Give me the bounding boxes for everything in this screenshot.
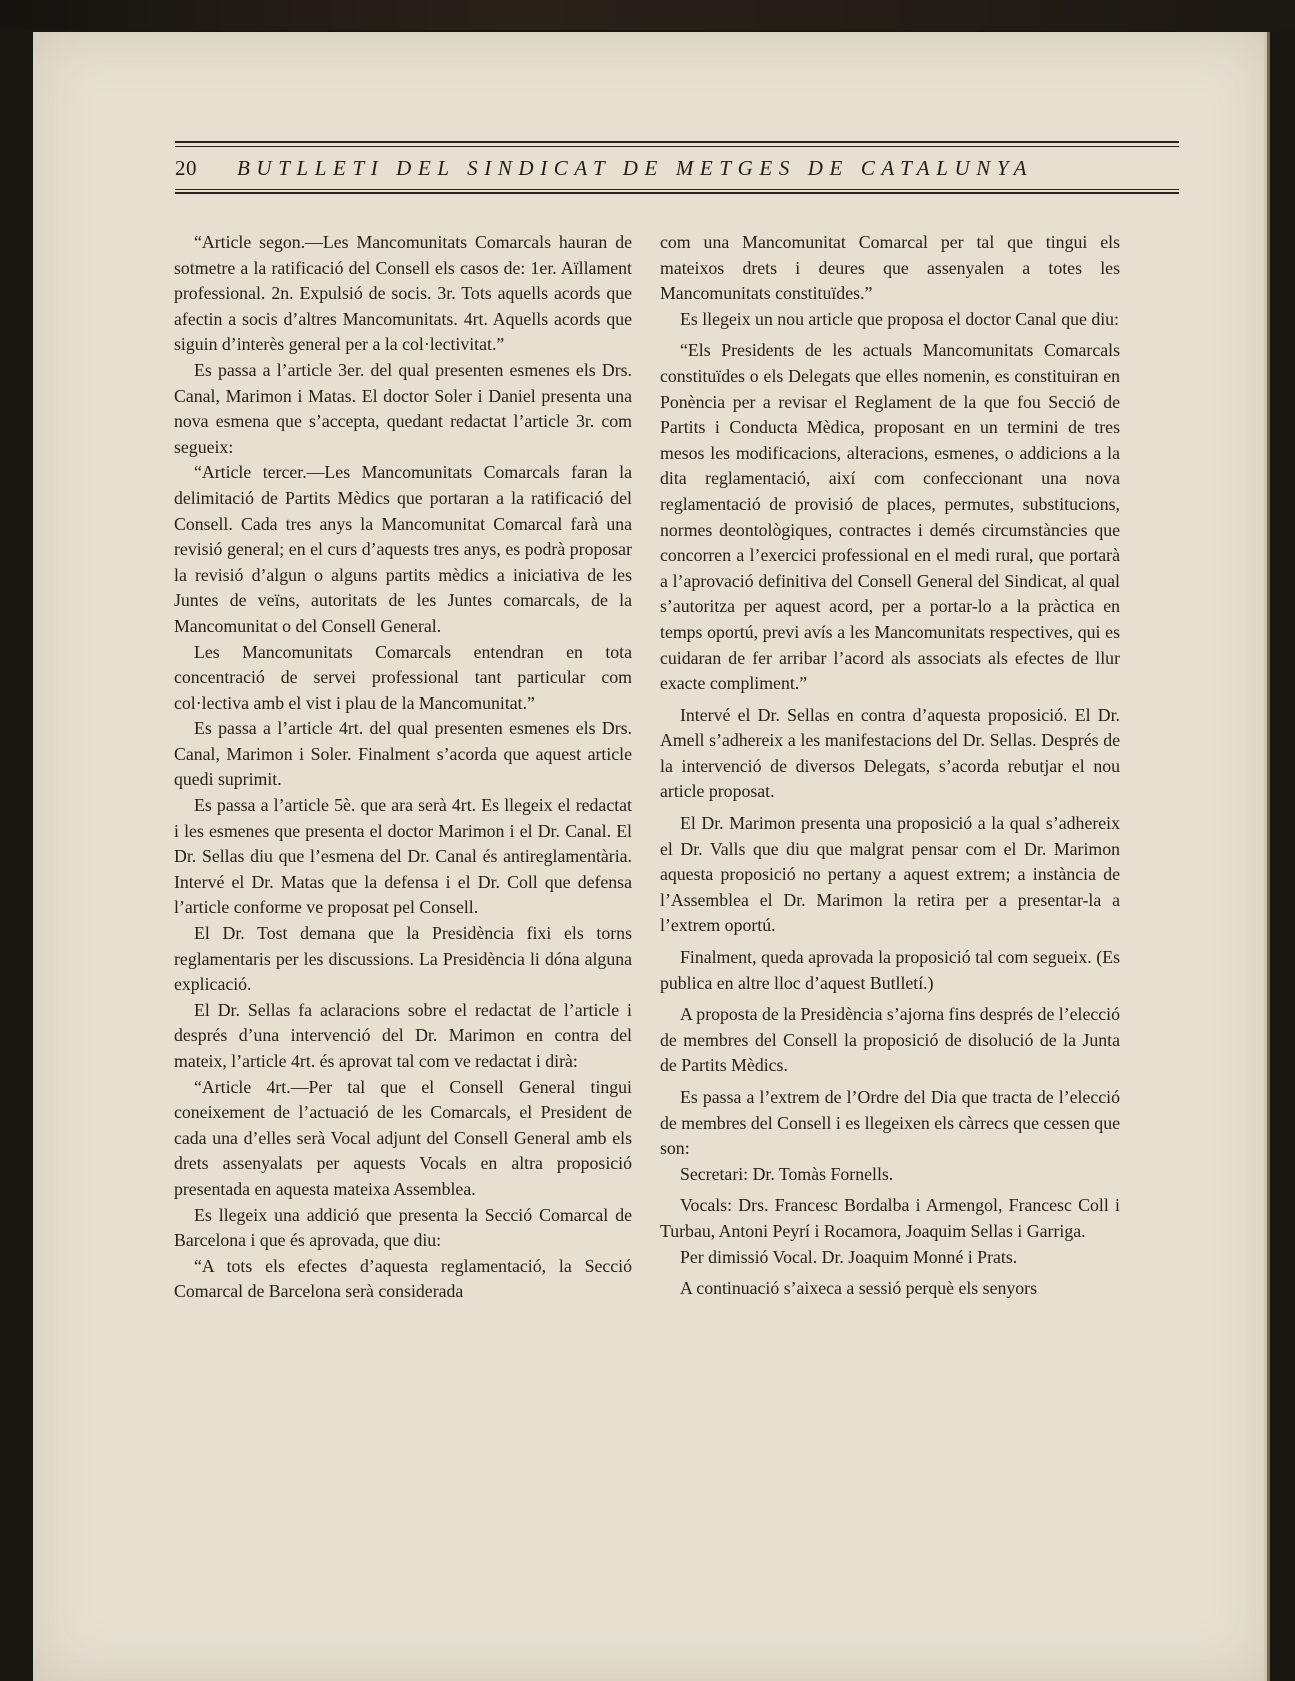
paragraph: “Article segon.—Les Mancomunitats Comarcals hauran de sotmetre a la ratificació del Consell els casos de: 1er. Aïllament professional. 2n. Expulsió de socis. 3r. Tots aquells acords que afectin a socis d’altres Mancomunitats. 4rt. Aquells acords que siguin d’interès general per a la col·lectivitat.” bbox=[174, 232, 632, 355]
page-binding-edge bbox=[1267, 32, 1270, 1681]
paragraph: Es passa a l’article 4rt. del qual presenten esmenes els Drs. Canal, Marimon i Soler. Finalment s’acorda que aquest article quedi suprimit. bbox=[174, 718, 632, 790]
paragraph: com una Mancomunitat Comarcal per tal que tingui els mateixos drets i deures que assenyalen a totes les Mancomunitats constituïdes.” bbox=[660, 232, 1120, 304]
paragraph: El Dr. Sellas fa aclaracions sobre el redactat de l’article i després d’una intervenció del Dr. Marimon en contra del mateix, l’article 4rt. és aprovat tal com ve redactat i dirà: bbox=[174, 999, 632, 1071]
journal-title: BUTLLETI DEL SINDICAT DE METGES DE CATALUNYA bbox=[237, 155, 1034, 180]
paragraph: El Dr. Tost demana que la Presidència fixi els torns reglamentaris per les discussions. La Presidència li dóna alguna explicació. bbox=[174, 923, 632, 995]
page-number: 20 bbox=[175, 155, 197, 180]
paragraph: “A tots els efectes d’aquesta reglamentació, la Secció Comarcal de Barcelona serà considerada bbox=[174, 1255, 632, 1302]
scan-top-strip bbox=[0, 0, 1295, 30]
header-rule-top bbox=[175, 141, 1179, 143]
running-header bbox=[175, 152, 1179, 184]
header-rule-bottom-thin bbox=[175, 189, 1179, 190]
paragraph: Es passa a l’article 3er. del qual presenten esmenes els Drs. Canal, Marimon i Matas. El doctor Soler i Daniel presenta una nova esmena que s’accepta, quedant redactat l’article 3r. com segueix: bbox=[174, 359, 632, 457]
paragraph: A proposta de la Presidència s’ajorna fins després de l’elecció de membres del Consell la proposició de disolució de la Junta de Partits Mèdics. bbox=[660, 1004, 1120, 1076]
paragraph: Intervé el Dr. Sellas en contra d’aquesta proposició. El Dr. Amell s’adhereix a les manifestacions del Dr. Sellas. Després de la intervenció de diversos Delegats, s’acorda rebutjar el nou article proposat. bbox=[660, 704, 1120, 802]
header-rule-top-thin bbox=[175, 146, 1179, 147]
paragraph: Per dimissió Vocal. Dr. Joaquim Monné i Prats. bbox=[680, 1246, 1018, 1267]
right-column bbox=[660, 230, 1120, 1302]
paragraph: Les Mancomunitats Comarcals entendran en tota concentració de servei professional tant particular com col·lectiva amb el vist i plau de la Mancomunitat.” bbox=[174, 641, 632, 713]
paragraph: Es llegeix un nou article que proposa el doctor Canal que diu: bbox=[680, 308, 1119, 329]
header-rule-bottom bbox=[175, 192, 1179, 194]
paragraph: Secretari: Dr. Tomàs Fornells. bbox=[680, 1163, 894, 1184]
paragraph: Vocals: Drs. Francesc Bordalba i Armengol, Francesc Coll i Turbau, Antoni Peyrí i Rocamora, Joaquim Sellas i Garriga. bbox=[660, 1195, 1120, 1241]
paragraph: Es passa a l’extrem de l’Ordre del Dia que tracta de l’elecció de membres del Consell i es llegeixen els càrrecs que cessen que son: bbox=[660, 1087, 1120, 1159]
paragraph: “Els Presidents de les actuals Mancomunitats Comarcals constituïdes o els Delegats que elles nomenin, es constituiran en Ponència per a revisar el Reglament de la que fou Secció de Partits i Conducta Mèdica, proposant en un termini de tres mesos les modificacions, alteracions, esmenes, o addicions a la dita reglamentació, així com confeccionant una nova reglamentació de provisió de places, permutes, substitucions, normes deontològiques, contractes i demés circumstàncies que concorren a l’exercici professional en el medi rural, que portarà a l’aprovació definitiva del Consell General del Sindicat, al qual s’autoritza per aquest acord, per a portar-lo a la pràctica en temps oportú, previ avís a les Mancomunitats respectives, qui es cuidaran de fer arribar l’acord als associats als efectes de llur exacte compliment.” bbox=[660, 340, 1120, 694]
paragraph: A continuació s’aixeca a sessió perquè els senyors bbox=[680, 1278, 1037, 1299]
paragraph: “Article 4rt.—Per tal que el Consell General tingui coneixement de l’actuació de les Comarcals, el President de cada una d’elles serà Vocal adjunt del Consell General amb els drets assenyalats per aquests Vocals en altra proposició presentada en aquesta mateixa Assemblea. bbox=[174, 1076, 632, 1199]
paragraph: Es llegeix una addició que presenta la Secció Comarcal de Barcelona i que és aprovada, que diu: bbox=[174, 1204, 632, 1251]
paragraph: “Article tercer.—Les Mancomunitats Comarcals faran la delimitació de Partits Mèdics que portaran a la ratificació del Consell. Cada tres anys la Mancomunitat Comarcal farà una revisió general; en el curs d’aquests tres anys, es podrà proposar la revisió d’algun o alguns partits mèdics a iniciativa de les Juntes de veïns, autoritats de les Juntes comarcals, de la Mancomunitat o del Consell General. bbox=[174, 462, 632, 636]
paragraph: Es passa a l’article 5è. que ara serà 4rt. Es llegeix el redactat i les esmenes que presenta el doctor Marimon i el Dr. Canal. El Dr. Sellas diu que l’esmena del Dr. Canal és antireglamentària. Intervé el Dr. Matas que la defensa i el Dr. Coll que defensa l’article conforme ve proposat pel Consell. bbox=[174, 795, 632, 918]
left-column bbox=[174, 230, 632, 1305]
paragraph: Finalment, queda aprovada la proposició tal com segueix. (Es publica en altre lloc d’aquest Butlletí.) bbox=[660, 947, 1120, 993]
paragraph: El Dr. Marimon presenta una proposició a la qual s’adhereix el Dr. Valls que diu que malgrat pensar com el Dr. Marimon aquesta proposició no pertany a aquest extrem; a instància de l’Assemblea el Dr. Marimon la retira per a presentar-la a l’extrem oportú. bbox=[660, 813, 1120, 936]
